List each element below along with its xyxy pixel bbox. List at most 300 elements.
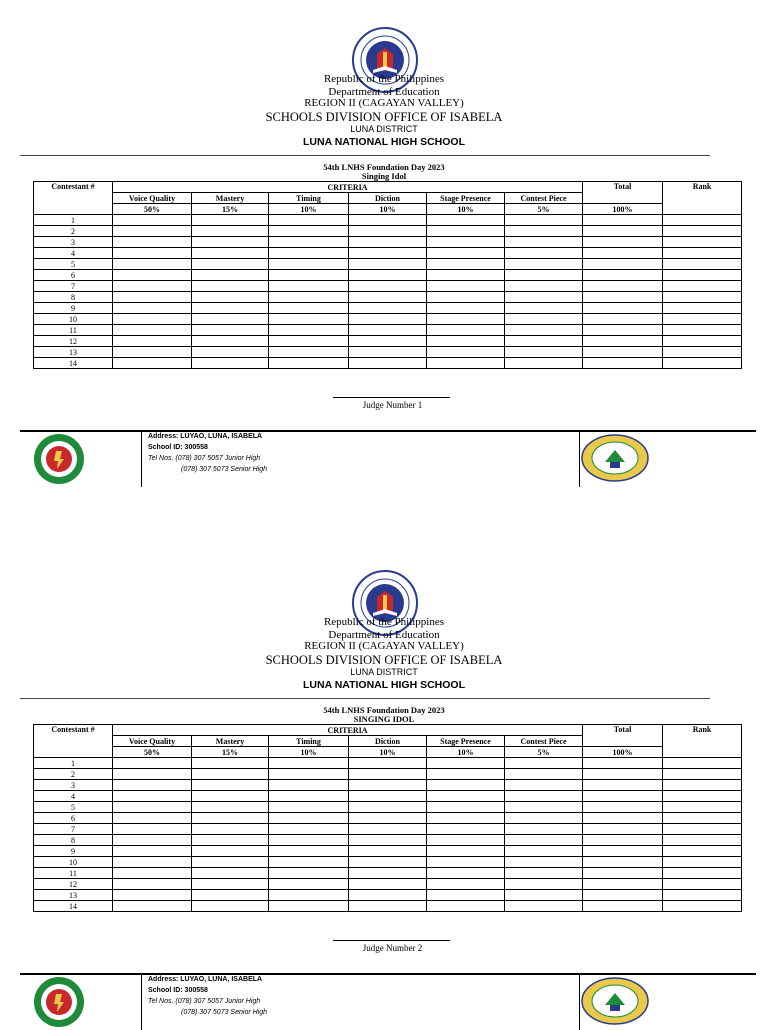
score-cell [349,879,427,890]
table-row [34,879,742,890]
table-row [34,215,742,226]
score-cell [192,259,269,270]
score-cell [192,769,269,780]
contestant-number: 14 [34,358,113,369]
contestant-number: 10 [34,857,113,868]
rank-cell [663,758,742,769]
score-cell [113,215,192,226]
score-cell [505,868,583,879]
score-cell [349,281,427,292]
total-cell [583,813,663,824]
score-cell [505,237,583,248]
rank-cell [663,215,742,226]
department-line: Department of Education [328,86,440,98]
score-cell [427,226,505,237]
region-line: REGION II (CAGAYAN VALLEY) [304,97,464,109]
score-cell [427,846,505,857]
total-cell [583,237,663,248]
score-cell [113,857,192,868]
contestant-number: 9 [34,303,113,314]
category-title: SINGING IDOL [353,714,415,724]
score-cell [505,270,583,281]
table-row [34,769,742,780]
score-cell [269,259,349,270]
criterion-name: Timing [269,736,349,747]
total-cell [583,769,663,780]
score-cell [505,802,583,813]
score-cell [349,824,427,835]
criterion-weight: 10% [349,204,427,215]
score-cell [505,890,583,901]
table-row [34,813,742,824]
score-cell [349,769,427,780]
rank-cell [663,857,742,868]
score-cell [505,347,583,358]
rank-cell [663,824,742,835]
score-cell [349,336,427,347]
score-cell [269,846,349,857]
score-table [33,724,742,912]
contestant-number: 9 [34,846,113,857]
score-cell [349,758,427,769]
judge-label: Judge Number 1 [362,400,423,410]
signature-line [333,397,450,398]
footer-address: Address: LUYAO, LUNA, ISABELA [148,433,263,440]
district-line: LUNA DISTRICT [350,124,418,134]
total-cell [583,248,663,259]
total-cell [583,314,663,325]
score-cell [427,813,505,824]
score-cell [427,259,505,270]
score-cell [113,868,192,879]
total-header: Total [583,725,663,747]
rank-cell [663,347,742,358]
score-cell [427,325,505,336]
contestant-number: 7 [34,281,113,292]
score-cell [269,802,349,813]
rank-cell [663,270,742,281]
score-cell [113,846,192,857]
contestant-number: 4 [34,791,113,802]
footer-school-id: School ID: 300558 [148,987,208,994]
table-row [34,780,742,791]
table-row [34,248,742,259]
score-cell [269,325,349,336]
deped-logo-icon [33,976,85,1028]
criterion-name: Mastery [192,736,269,747]
table-row [34,314,742,325]
total-weight: 100% [583,204,663,215]
total-header: Total [583,182,663,204]
score-cell [269,292,349,303]
score-cell [113,791,192,802]
criterion-name: Contest Piece [505,736,583,747]
total-cell [583,824,663,835]
criterion-name: Voice Quality [113,193,192,204]
footer-separator [141,431,142,487]
score-cell [192,292,269,303]
score-cell [113,270,192,281]
deped-logo-icon [33,433,85,485]
score-cell [505,314,583,325]
score-cell [269,791,349,802]
table-row [34,901,742,912]
score-cell [269,890,349,901]
score-cell [269,758,349,769]
total-cell [583,358,663,369]
score-cell [427,901,505,912]
contestant-number: 6 [34,813,113,824]
score-cell [349,868,427,879]
score-cell [505,769,583,780]
score-cell [505,835,583,846]
score-cell [349,358,427,369]
total-cell [583,325,663,336]
score-cell [505,791,583,802]
contestant-number: 10 [34,314,113,325]
score-cell [505,824,583,835]
total-cell [583,347,663,358]
table-row [34,824,742,835]
table-row [34,303,742,314]
score-cell [505,325,583,336]
score-cell [113,325,192,336]
score-cell [269,281,349,292]
score-cell [427,237,505,248]
score-cell [349,226,427,237]
score-cell [269,237,349,248]
score-cell [349,314,427,325]
total-cell [583,901,663,912]
rank-cell [663,791,742,802]
score-cell [192,336,269,347]
footer-divider [20,973,756,975]
contestant-number: 11 [34,325,113,336]
contestant-number: 11 [34,868,113,879]
score-cell [113,226,192,237]
score-cell [427,791,505,802]
score-cell [505,813,583,824]
score-cell [349,270,427,281]
table-row [34,846,742,857]
total-cell [583,835,663,846]
rank-header: Rank [663,725,742,758]
criterion-weight: 10% [427,204,505,215]
table-row [34,835,742,846]
criterion-weight: 50% [113,747,192,758]
criteria-header: CRITERIA [113,725,583,736]
criterion-weight: 15% [192,747,269,758]
table-row [34,325,742,336]
criterion-name: Timing [269,193,349,204]
score-cell [349,215,427,226]
criterion-name: Diction [349,736,427,747]
total-cell [583,758,663,769]
total-cell [583,259,663,270]
score-cell [192,226,269,237]
score-cell [505,215,583,226]
score-cell [192,868,269,879]
score-cell [427,758,505,769]
score-cell [192,813,269,824]
score-cell [269,303,349,314]
score-cell [427,347,505,358]
score-cell [269,780,349,791]
contestant-number: 2 [34,226,113,237]
score-cell [113,314,192,325]
score-cell [192,325,269,336]
score-cell [269,769,349,780]
score-cell [349,813,427,824]
rank-header: Rank [663,182,742,215]
contestant-number: 13 [34,347,113,358]
score-cell [113,248,192,259]
criterion-name: Voice Quality [113,736,192,747]
score-cell [505,281,583,292]
table-row [34,857,742,868]
score-cell [427,835,505,846]
score-cell [505,901,583,912]
criterion-weight: 10% [269,747,349,758]
criterion-weight: 10% [349,747,427,758]
score-cell [269,215,349,226]
score-cell [192,879,269,890]
table-row [34,890,742,901]
score-cell [113,780,192,791]
rank-cell [663,802,742,813]
score-cell [505,226,583,237]
score-cell [505,358,583,369]
score-cell [192,901,269,912]
contestant-number: 13 [34,890,113,901]
score-cell [349,791,427,802]
school-name: LUNA NATIONAL HIGH SCHOOL [303,679,465,691]
total-cell [583,226,663,237]
score-cell [427,868,505,879]
rank-cell [663,314,742,325]
score-cell [505,303,583,314]
lnhs-logo-icon [580,434,650,482]
rank-cell [663,358,742,369]
score-cell [427,292,505,303]
score-cell [269,347,349,358]
score-cell [269,226,349,237]
score-cell [505,857,583,868]
table-row [34,347,742,358]
table-row [34,758,742,769]
rank-cell [663,835,742,846]
total-cell [583,215,663,226]
score-cell [192,758,269,769]
score-cell [349,325,427,336]
score-cell [113,890,192,901]
republic-line: Republic of the Philippines [323,73,445,85]
score-cell [113,237,192,248]
rank-cell [663,879,742,890]
score-cell [427,215,505,226]
total-cell [583,890,663,901]
score-cell [113,802,192,813]
score-cell [427,270,505,281]
score-cell [427,769,505,780]
category-title: Singing Idol [361,171,407,181]
score-cell [427,780,505,791]
contestant-number: 3 [34,237,113,248]
score-cell [269,248,349,259]
criterion-name: Diction [349,193,427,204]
score-cell [192,846,269,857]
rank-cell [663,769,742,780]
criterion-name: Stage Presence [427,736,505,747]
score-cell [269,314,349,325]
score-cell [269,270,349,281]
criterion-name: Contest Piece [505,193,583,204]
score-cell [192,215,269,226]
score-cell [505,248,583,259]
score-cell [113,347,192,358]
criterion-weight: 10% [269,204,349,215]
table-row [34,226,742,237]
department-line: Department of Education [328,629,440,641]
score-cell [349,780,427,791]
score-cell [192,248,269,259]
score-cell [269,835,349,846]
score-cell [505,259,583,270]
score-cell [427,314,505,325]
criterion-weight: 50% [113,204,192,215]
rank-cell [663,780,742,791]
contestant-number: 3 [34,780,113,791]
score-cell [113,813,192,824]
total-cell [583,846,663,857]
score-cell [113,824,192,835]
score-cell [192,270,269,281]
table-row [34,358,742,369]
contestant-number: 14 [34,901,113,912]
criterion-weight: 10% [427,747,505,758]
rank-cell [663,901,742,912]
footer-tel-senior: (078) 307 5073 Senior High [181,1009,268,1016]
score-cell [349,857,427,868]
score-cell [427,824,505,835]
score-cell [192,824,269,835]
score-cell [192,857,269,868]
table-row [34,336,742,347]
table-row [34,868,742,879]
contestant-header: Contestant # [34,725,113,758]
contestant-number: 4 [34,248,113,259]
score-cell [427,890,505,901]
rank-cell [663,292,742,303]
region-line: REGION II (CAGAYAN VALLEY) [304,640,464,652]
score-cell [113,769,192,780]
district-line: LUNA DISTRICT [350,667,418,677]
rank-cell [663,248,742,259]
footer-tel-junior: Tel Nos. (078) 307 5057 Junior High [148,455,261,462]
contestant-number: 8 [34,292,113,303]
criterion-name: Mastery [192,193,269,204]
rank-cell [663,890,742,901]
school-name: LUNA NATIONAL HIGH SCHOOL [303,136,465,148]
rank-cell [663,813,742,824]
score-cell [192,347,269,358]
total-cell [583,879,663,890]
criteria-header: CRITERIA [113,182,583,193]
score-cell [269,336,349,347]
score-cell [349,248,427,259]
score-cell [505,846,583,857]
footer-tel-senior: (078) 307 5073 Senior High [181,466,268,473]
lnhs-logo-icon [580,977,650,1025]
contestant-number: 7 [34,824,113,835]
total-cell [583,336,663,347]
rank-cell [663,259,742,270]
score-cell [113,281,192,292]
judge-label: Judge Number 2 [362,943,423,953]
total-cell [583,857,663,868]
contestant-number: 8 [34,835,113,846]
total-cell [583,791,663,802]
score-cell [192,791,269,802]
total-cell [583,270,663,281]
score-cell [349,802,427,813]
division-line: SCHOOLS DIVISION OFFICE OF ISABELA [265,653,503,667]
rank-cell [663,226,742,237]
score-cell [269,901,349,912]
score-cell [349,890,427,901]
score-cell [192,802,269,813]
score-cell [113,303,192,314]
table-row [34,292,742,303]
rank-cell [663,237,742,248]
score-cell [427,857,505,868]
total-cell [583,868,663,879]
score-cell [269,857,349,868]
table-row [34,237,742,248]
criterion-weight: 15% [192,204,269,215]
score-cell [269,813,349,824]
header-divider [20,155,710,156]
score-cell [427,358,505,369]
contestant-number: 12 [34,879,113,890]
footer-school-id: School ID: 300558 [148,444,208,451]
table-row [34,802,742,813]
score-cell [349,259,427,270]
score-cell [192,358,269,369]
contestant-number: 5 [34,802,113,813]
contestant-number: 1 [34,758,113,769]
score-cell [427,336,505,347]
division-line: SCHOOLS DIVISION OFFICE OF ISABELA [265,110,503,124]
score-cell [349,846,427,857]
footer-separator [141,974,142,1030]
event-title: 54th LNHS Foundation Day 2023 [323,162,445,172]
footer-divider [20,430,756,432]
score-cell [113,835,192,846]
signature-line [333,940,450,941]
score-cell [192,237,269,248]
score-cell [269,824,349,835]
rank-cell [663,846,742,857]
contestant-number: 5 [34,259,113,270]
score-cell [349,835,427,846]
score-cell [269,868,349,879]
score-cell [427,248,505,259]
score-cell [269,879,349,890]
contestant-number: 2 [34,769,113,780]
table-row [34,259,742,270]
criterion-weight: 5% [505,747,583,758]
